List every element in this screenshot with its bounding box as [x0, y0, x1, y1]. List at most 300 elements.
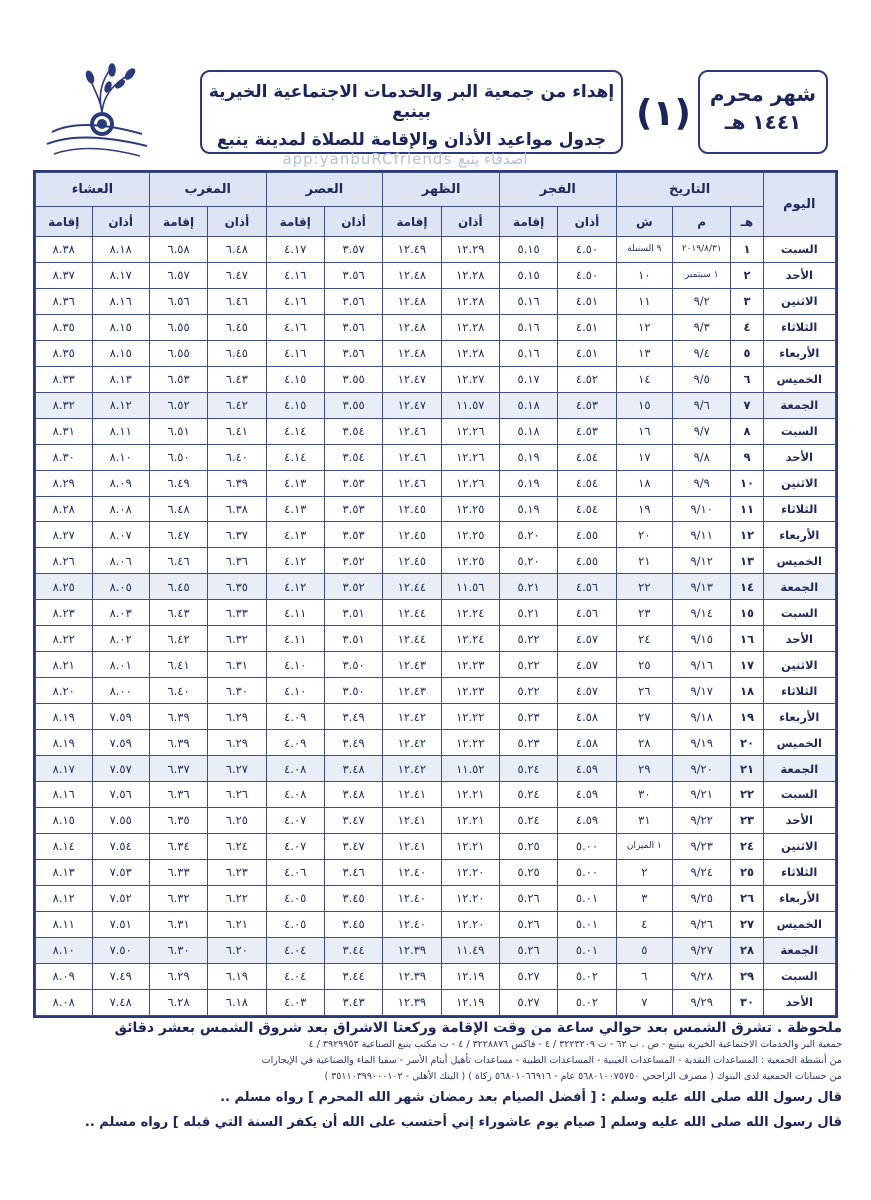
asr-azan-cell: ٣.٤٣	[324, 989, 382, 1015]
solar-date-cell: ١٩	[616, 496, 672, 522]
fajr-iqama-cell: ٥.٢٦	[499, 911, 557, 937]
asr-azan-cell: ٣.٥٦	[324, 314, 382, 340]
solar-date-cell: ١٦	[616, 418, 672, 444]
asr-iqama-cell: ٤.٠٨	[266, 756, 324, 782]
asr-azan-header: أذان	[324, 207, 382, 237]
maghrib-azan-header: أذان	[208, 207, 266, 237]
day-cell: الجمعة	[763, 392, 835, 418]
gregorian-date-cell: ٩/١٩	[673, 730, 731, 756]
isha-azan-cell: ٨.٠٥	[92, 574, 149, 600]
isha-iqama-header: إقامة	[36, 207, 93, 237]
day-cell: السبت	[763, 418, 835, 444]
fajr-iqama-cell: ٥.٢٧	[499, 963, 557, 989]
asr-azan-cell: ٣.٥٤	[324, 418, 382, 444]
fajr-iqama-cell: ٥.١٥	[499, 262, 557, 288]
maghrib-iqama-cell: ٦.٣٩	[149, 704, 207, 730]
asr-iqama-cell: ٤.٠٩	[266, 704, 324, 730]
solar-col-header: ش	[616, 207, 672, 237]
solar-date-cell: ٣١	[616, 807, 672, 833]
asr-iqama-cell: ٤.٠٤	[266, 937, 324, 963]
dhuhr-iqama-cell: ١٢.٤٨	[383, 314, 441, 340]
asr-iqama-cell: ٤.٠٦	[266, 859, 324, 885]
isha-iqama-cell: ٨.٣٥	[36, 340, 93, 366]
table-row	[36, 911, 836, 937]
hijri-date-cell: ٢٧	[731, 911, 763, 937]
gregorian-date-cell: ٢٠١٩/٨/٣١	[673, 237, 731, 263]
maghrib-azan-cell: ٦.٢٦	[208, 782, 266, 808]
dhuhr-iqama-cell: ١٢.٤٨	[383, 262, 441, 288]
fajr-azan-cell: ٥.٠١	[558, 885, 616, 911]
maghrib-iqama-cell: ٦.٤٠	[149, 678, 207, 704]
maghrib-azan-cell: ٦.٢٢	[208, 885, 266, 911]
day-cell: الأربعاء	[763, 340, 835, 366]
asr-azan-cell: ٣.٥٢	[324, 574, 382, 600]
gregorian-date-cell: ٩/٢٧	[673, 937, 731, 963]
hijri-date-cell: ١١	[731, 496, 763, 522]
table-row	[36, 678, 836, 704]
asr-azan-cell: ٣.٤٥	[324, 885, 382, 911]
asr-azan-cell: ٣.٥٥	[324, 392, 382, 418]
asr-azan-cell: ٣.٤٥	[324, 911, 382, 937]
dhuhr-azan-cell: ١٢.٢٨	[441, 262, 499, 288]
hijri-date-cell: ٢٢	[731, 782, 763, 808]
maghrib-iqama-cell: ٦.٤٢	[149, 626, 207, 652]
maghrib-iqama-cell: ٦.٣٣	[149, 859, 207, 885]
solar-date-cell: ٣٠	[616, 782, 672, 808]
solar-date-cell: ٢	[616, 859, 672, 885]
gregorian-date-cell: ٩/١٤	[673, 600, 731, 626]
asr-iqama-cell: ٤.١٦	[266, 314, 324, 340]
maghrib-azan-cell: ٦.٤٥	[208, 314, 266, 340]
contact-info: جمعية البر والخدمات الاجتماعية الخيرية بينبع - ص . ب ٦٢ - ت ٣٢٢٣٢٠٩ / ٤ - فاكس ٣٢٢٨٨٧٦ / ٤ - ت مكتب ينبع الصناعية ٣٩٢٩٩٥٣ / ٤	[308, 1039, 842, 1050]
asr-iqama-cell: ٤.١٣	[266, 522, 324, 548]
fajr-azan-cell: ٤.٥٦	[558, 600, 616, 626]
fajr-iqama-cell: ٥.١٦	[499, 340, 557, 366]
maghrib-azan-cell: ٦.٣١	[208, 652, 266, 678]
gregorian-date-cell: ٩/٢٢	[673, 807, 731, 833]
hijri-date-cell: ١٥	[731, 600, 763, 626]
isha-azan-header: أذان	[92, 207, 149, 237]
gregorian-date-cell: ٩/٩	[673, 470, 731, 496]
isha-iqama-cell: ٨.٣١	[36, 418, 93, 444]
fajr-azan-cell: ٤.٥٤	[558, 496, 616, 522]
maghrib-iqama-cell: ٦.٤٣	[149, 600, 207, 626]
isha-azan-cell: ٨.١٣	[92, 366, 149, 392]
dhuhr-iqama-cell: ١٢.٣٩	[383, 989, 441, 1015]
fajr-azan-cell: ٤.٥٧	[558, 652, 616, 678]
asr-iqama-cell: ٤.١٠	[266, 678, 324, 704]
fajr-azan-cell: ٥.٠٢	[558, 963, 616, 989]
maghrib-azan-cell: ٦.٣٢	[208, 626, 266, 652]
hijri-date-cell: ١٤	[731, 574, 763, 600]
maghrib-iqama-cell: ٦.٥٥	[149, 340, 207, 366]
fajr-iqama-cell: ٥.٢٦	[499, 885, 557, 911]
isha-iqama-cell: ٨.١٤	[36, 833, 93, 859]
maghrib-iqama-cell: ٦.٥١	[149, 418, 207, 444]
table-row	[36, 859, 836, 885]
gregorian-date-cell: ٩/٢	[673, 288, 731, 314]
fajr-iqama-cell: ٥.٢٢	[499, 678, 557, 704]
gregorian-date-cell: ٩/١٨	[673, 704, 731, 730]
isha-iqama-cell: ٨.١٦	[36, 782, 93, 808]
solar-date-cell: ٣	[616, 885, 672, 911]
asr-iqama-cell: ٤.١٦	[266, 340, 324, 366]
isha-iqama-cell: ٨.٣٦	[36, 288, 93, 314]
maghrib-azan-cell: ٦.٤٣	[208, 366, 266, 392]
asr-iqama-cell: ٤.١٣	[266, 496, 324, 522]
isha-azan-cell: ٧.٥٥	[92, 807, 149, 833]
solar-date-cell: ٧	[616, 989, 672, 1015]
day-cell: السبت	[763, 963, 835, 989]
gregorian-col-header: م	[673, 207, 731, 237]
hijri-date-cell: ٢٨	[731, 937, 763, 963]
dhuhr-azan-cell: ١٢.٢٨	[441, 288, 499, 314]
fajr-azan-cell: ٤.٥٢	[558, 366, 616, 392]
maghrib-iqama-cell: ٦.٤٥	[149, 574, 207, 600]
dhuhr-iqama-cell: ١٢.٤٢	[383, 756, 441, 782]
fajr-azan-header: أذان	[558, 207, 616, 237]
hijri-date-cell: ٩	[731, 444, 763, 470]
maghrib-iqama-cell: ٦.٤٦	[149, 548, 207, 574]
gregorian-date-cell: ٩/٢٥	[673, 885, 731, 911]
day-cell: السبت	[763, 782, 835, 808]
maghrib-azan-cell: ٦.٤٥	[208, 340, 266, 366]
gregorian-date-cell: ٩/٥	[673, 366, 731, 392]
dhuhr-azan-cell: ١٢.٢١	[441, 833, 499, 859]
isha-azan-cell: ٧.٥٩	[92, 730, 149, 756]
hijri-date-cell: ١٣	[731, 548, 763, 574]
hijri-date-cell: ٦	[731, 366, 763, 392]
isha-iqama-cell: ٨.١٩	[36, 704, 93, 730]
fajr-iqama-cell: ٥.٢٤	[499, 782, 557, 808]
dhuhr-iqama-cell: ١٢.٤١	[383, 807, 441, 833]
dhuhr-azan-cell: ١٢.٢٢	[441, 730, 499, 756]
dhuhr-azan-cell: ١٢.٢٥	[441, 496, 499, 522]
day-cell: الأربعاء	[763, 704, 835, 730]
dhuhr-azan-cell: ١٢.٢٧	[441, 366, 499, 392]
fajr-azan-cell: ٤.٥٥	[558, 548, 616, 574]
fajr-iqama-cell: ٥.٢٠	[499, 548, 557, 574]
day-cell: الأحد	[763, 989, 835, 1015]
maghrib-iqama-cell: ٦.٣٩	[149, 730, 207, 756]
isha-azan-cell: ٨.١٥	[92, 314, 149, 340]
maghrib-azan-cell: ٦.٣٩	[208, 470, 266, 496]
maghrib-azan-cell: ٦.٤٦	[208, 288, 266, 314]
gregorian-date-cell: ٩/٤	[673, 340, 731, 366]
isha-iqama-cell: ٨.١٣	[36, 859, 93, 885]
dhuhr-iqama-cell: ١٢.٤٩	[383, 237, 441, 263]
dhuhr-iqama-cell: ١٢.٤٠	[383, 885, 441, 911]
maghrib-azan-cell: ٦.١٨	[208, 989, 266, 1015]
isha-azan-cell: ٧.٥٣	[92, 859, 149, 885]
day-cell: الثلاثاء	[763, 678, 835, 704]
maghrib-azan-cell: ٦.٢٣	[208, 859, 266, 885]
hijri-date-cell: ٢٦	[731, 885, 763, 911]
asr-iqama-cell: ٤.٠٧	[266, 807, 324, 833]
dhuhr-iqama-cell: ١٢.٤٠	[383, 911, 441, 937]
maghrib-iqama-cell: ٦.٤٩	[149, 470, 207, 496]
title-line2: جدول مواعيد الأذان والإقامة للصلاة لمدينة ينبع	[216, 130, 607, 150]
day-cell: الاثنين	[763, 288, 835, 314]
fajr-azan-cell: ٤.٥١	[558, 314, 616, 340]
maghrib-azan-cell: ٦.٣٣	[208, 600, 266, 626]
hijri-date-cell: ٢٥	[731, 859, 763, 885]
isha-iqama-cell: ٨.٢٣	[36, 600, 93, 626]
asr-azan-cell: ٣.٤٨	[324, 782, 382, 808]
asr-iqama-cell: ٤.١٣	[266, 470, 324, 496]
table-row	[36, 548, 836, 574]
table-row	[36, 574, 836, 600]
fajr-azan-cell: ٥.٠٠	[558, 833, 616, 859]
fajr-azan-cell: ٤.٥٩	[558, 782, 616, 808]
dhuhr-azan-cell: ١٢.٢٢	[441, 704, 499, 730]
isha-azan-cell: ٨.٠٢	[92, 626, 149, 652]
day-cell: السبت	[763, 237, 835, 263]
fajr-iqama-cell: ٥.١٦	[499, 314, 557, 340]
dhuhr-iqama-cell: ١٢.٣٩	[383, 963, 441, 989]
maghrib-iqama-cell: ٦.٥٨	[149, 237, 207, 263]
dhuhr-azan-cell: ١١.٤٩	[441, 937, 499, 963]
table-row	[36, 807, 836, 833]
day-cell: الاثنين	[763, 470, 835, 496]
dhuhr-azan-cell: ١٢.٢٦	[441, 444, 499, 470]
fajr-iqama-cell: ٥.٢٣	[499, 704, 557, 730]
dhuhr-azan-cell: ١١.٥٢	[441, 756, 499, 782]
solar-date-cell: ٢٩	[616, 756, 672, 782]
activities-info: من أنشطة الجمعية : المساعدات النقدية - المساعدات العينية - المساعدات الطبية - مساعدات تأهيل أيتام الأسر - سقيا الماء والصناعية في الإيجارات	[261, 1055, 842, 1066]
dhuhr-azan-header: أذان	[441, 207, 499, 237]
dhuhr-iqama-cell: ١٢.٤٤	[383, 600, 441, 626]
maghrib-iqama-cell: ٦.٥٣	[149, 366, 207, 392]
dhuhr-iqama-cell: ١٢.٤٥	[383, 522, 441, 548]
table-row	[36, 963, 836, 989]
fajr-azan-cell: ٥.٠٢	[558, 989, 616, 1015]
asr-azan-cell: ٣.٥١	[324, 626, 382, 652]
fajr-iqama-cell: ٥.٢١	[499, 600, 557, 626]
asr-iqama-cell: ٤.١١	[266, 600, 324, 626]
month-box	[698, 70, 828, 154]
dhuhr-azan-cell: ١٢.٢٥	[441, 548, 499, 574]
isha-azan-cell: ٧.٥١	[92, 911, 149, 937]
fajr-iqama-cell: ٥.٢١	[499, 574, 557, 600]
hijri-date-cell: ٢٣	[731, 807, 763, 833]
isha-azan-cell: ٨.١٢	[92, 392, 149, 418]
footer	[30, 1020, 842, 1130]
table-row	[36, 885, 836, 911]
hijri-date-cell: ٢٤	[731, 833, 763, 859]
bank-accounts: من حسابات الجمعية لدى البنوك ( مصرف الراجحي ٥٦٨٠١٠٠٧٥٧٥٠ عام - ٥٦٨٠١٠٦٦٩١٦ زكاة ) ( البنك الأهلي - ٣٥١١٠٣٩٩٠٠٠١٠٢ )	[324, 1071, 842, 1082]
dhuhr-iqama-cell: ١٢.٤٦	[383, 444, 441, 470]
asr-azan-cell: ٣.٥٧	[324, 237, 382, 263]
solar-date-cell: ٤	[616, 911, 672, 937]
dhuhr-azan-cell: ١٢.٢٤	[441, 600, 499, 626]
isha-azan-cell: ٨.١٥	[92, 340, 149, 366]
table-row	[36, 366, 836, 392]
table-row	[36, 652, 836, 678]
dhuhr-iqama-cell: ١٢.٤١	[383, 782, 441, 808]
isha-iqama-cell: ٨.٣٥	[36, 314, 93, 340]
asr-azan-cell: ٣.٤٧	[324, 807, 382, 833]
asr-iqama-cell: ٤.١٥	[266, 366, 324, 392]
hijri-date-cell: ١٧	[731, 652, 763, 678]
maghrib-azan-cell: ٦.٢١	[208, 911, 266, 937]
maghrib-iqama-cell: ٦.٤٧	[149, 522, 207, 548]
day-cell: الخميس	[763, 911, 835, 937]
fajr-iqama-cell: ٥.١٥	[499, 237, 557, 263]
solar-date-cell: ١٨	[616, 470, 672, 496]
asr-iqama-cell: ٤.١٦	[266, 262, 324, 288]
day-cell: السبت	[763, 600, 835, 626]
asr-azan-cell: ٣.٥٣	[324, 470, 382, 496]
maghrib-azan-cell: ٦.٣٦	[208, 548, 266, 574]
fajr-header: الفجر	[499, 173, 616, 207]
day-cell: الثلاثاء	[763, 314, 835, 340]
maghrib-azan-cell: ٦.٢٠	[208, 937, 266, 963]
dhuhr-azan-cell: ١٢.٢٨	[441, 340, 499, 366]
dhuhr-azan-cell: ١٢.١٩	[441, 963, 499, 989]
asr-azan-cell: ٣.٥٤	[324, 444, 382, 470]
table-row	[36, 626, 836, 652]
solar-date-cell: ٢٤	[616, 626, 672, 652]
isha-azan-cell: ٨.٠٩	[92, 470, 149, 496]
date-header: التاريخ	[616, 173, 763, 207]
dhuhr-iqama-cell: ١٢.٤٣	[383, 678, 441, 704]
day-cell: الأحد	[763, 262, 835, 288]
fajr-azan-cell: ٤.٥٩	[558, 807, 616, 833]
dhuhr-azan-cell: ١١.٥٦	[441, 574, 499, 600]
isha-iqama-cell: ٨.٠٨	[36, 989, 93, 1015]
dhuhr-iqama-cell: ١٢.٤٥	[383, 548, 441, 574]
isha-iqama-cell: ٨.٢١	[36, 652, 93, 678]
prayer-times-table	[33, 170, 838, 1018]
maghrib-azan-cell: ٦.٣٧	[208, 522, 266, 548]
fajr-iqama-cell: ٥.٢٢	[499, 652, 557, 678]
table-row	[36, 756, 836, 782]
hijri-date-cell: ١٠	[731, 470, 763, 496]
hijri-date-cell: ٤	[731, 314, 763, 340]
fajr-iqama-cell: ٥.٢٤	[499, 807, 557, 833]
dhuhr-iqama-cell: ١٢.٤٦	[383, 418, 441, 444]
solar-date-cell: ١٣	[616, 340, 672, 366]
asr-azan-cell: ٣.٥٣	[324, 496, 382, 522]
asr-iqama-cell: ٤.١٧	[266, 237, 324, 263]
hijri-date-cell: ١٦	[731, 626, 763, 652]
schedule-number: (١)	[636, 93, 691, 134]
dhuhr-iqama-cell: ١٢.٤٧	[383, 392, 441, 418]
maghrib-iqama-cell: ٦.٢٩	[149, 963, 207, 989]
dhuhr-iqama-cell: ١٢.٤٨	[383, 340, 441, 366]
table-row	[36, 704, 836, 730]
hijri-date-cell: ٥	[731, 340, 763, 366]
day-cell: الخميس	[763, 730, 835, 756]
day-cell: الاثنين	[763, 833, 835, 859]
month-name: شهر محرم	[709, 82, 817, 106]
fajr-azan-cell: ٤.٥٤	[558, 444, 616, 470]
day-cell: الخميس	[763, 366, 835, 392]
solar-date-cell: ٢٥	[616, 652, 672, 678]
table-row	[36, 833, 836, 859]
table-row	[36, 937, 836, 963]
dhuhr-azan-cell: ١٢.٢٠	[441, 885, 499, 911]
maghrib-iqama-cell: ٦.٣٦	[149, 782, 207, 808]
hijri-date-cell: ٣٠	[731, 989, 763, 1015]
maghrib-azan-cell: ٦.٤٠	[208, 444, 266, 470]
maghrib-azan-cell: ٦.٤٢	[208, 392, 266, 418]
fajr-iqama-cell: ٥.٢٥	[499, 833, 557, 859]
asr-azan-cell: ٣.٤٤	[324, 963, 382, 989]
dhuhr-iqama-cell: ١٢.٤٠	[383, 859, 441, 885]
gregorian-date-cell: ٩/١٦	[673, 652, 731, 678]
dhuhr-azan-cell: ١٢.٢٦	[441, 418, 499, 444]
day-cell: الجمعة	[763, 937, 835, 963]
maghrib-azan-cell: ٦.١٩	[208, 963, 266, 989]
solar-date-cell: ٢٣	[616, 600, 672, 626]
isha-azan-cell: ٨.١١	[92, 418, 149, 444]
fajr-iqama-header: إقامة	[499, 207, 557, 237]
maghrib-azan-cell: ٦.٤١	[208, 418, 266, 444]
asr-azan-cell: ٣.٤٩	[324, 730, 382, 756]
fajr-azan-cell: ٤.٥٩	[558, 756, 616, 782]
hadith-2: قال رسول الله صلى الله عليه وسلم [ صيام يوم عاشوراء إني أحتسب على الله أن يكفر السنة التي قبله ] رواه مسلم ..	[84, 1115, 842, 1130]
dhuhr-iqama-header: إقامة	[383, 207, 441, 237]
asr-azan-cell: ٣.٤٦	[324, 859, 382, 885]
asr-iqama-header: إقامة	[266, 207, 324, 237]
asr-iqama-cell: ٤.١٠	[266, 652, 324, 678]
fajr-iqama-cell: ٥.٢٢	[499, 626, 557, 652]
maghrib-iqama-cell: ٦.٣٠	[149, 937, 207, 963]
table-row	[36, 600, 836, 626]
isha-iqama-cell: ٨.٠٩	[36, 963, 93, 989]
solar-date-cell: ٢٨	[616, 730, 672, 756]
asr-iqama-cell: ٤.١٢	[266, 574, 324, 600]
solar-date-cell: ١٠	[616, 262, 672, 288]
isha-azan-cell: ٧.٤٩	[92, 963, 149, 989]
maghrib-iqama-cell: ٦.٥٦	[149, 288, 207, 314]
gregorian-date-cell: ٩/١٥	[673, 626, 731, 652]
fajr-iqama-cell: ٥.٢٧	[499, 989, 557, 1015]
isha-iqama-cell: ٨.١١	[36, 911, 93, 937]
day-cell: الأربعاء	[763, 522, 835, 548]
fajr-iqama-cell: ٥.١٦	[499, 288, 557, 314]
maghrib-iqama-cell: ٦.٥٢	[149, 392, 207, 418]
dhuhr-iqama-cell: ١٢.٤٤	[383, 626, 441, 652]
gregorian-date-cell: ١ سبتمبر	[673, 262, 731, 288]
asr-iqama-cell: ٤.٠٨	[266, 782, 324, 808]
table-row	[36, 444, 836, 470]
isha-iqama-cell: ٨.٢٥	[36, 574, 93, 600]
maghrib-azan-cell: ٦.٣٠	[208, 678, 266, 704]
isha-iqama-cell: ٨.٣٢	[36, 392, 93, 418]
isha-azan-cell: ٨.٠٧	[92, 522, 149, 548]
solar-date-cell: ١ الميزان	[616, 833, 672, 859]
isha-azan-cell: ٨.٠٦	[92, 548, 149, 574]
gregorian-date-cell: ٩/١٠	[673, 496, 731, 522]
asr-azan-cell: ٣.٥٦	[324, 288, 382, 314]
fajr-azan-cell: ٤.٥١	[558, 288, 616, 314]
hijri-date-cell: ٢٠	[731, 730, 763, 756]
dhuhr-azan-cell: ١٢.٢٥	[441, 522, 499, 548]
day-cell: الخميس	[763, 548, 835, 574]
gregorian-date-cell: ٩/٢٣	[673, 833, 731, 859]
isha-azan-cell: ٨.١٨	[92, 237, 149, 263]
title-box	[200, 70, 623, 154]
asr-iqama-cell: ٤.٠٥	[266, 911, 324, 937]
fajr-iqama-cell: ٥.١٩	[499, 496, 557, 522]
fajr-azan-cell: ٤.٥٠	[558, 237, 616, 263]
hijri-date-cell: ٢١	[731, 756, 763, 782]
gregorian-date-cell: ٩/٢٠	[673, 756, 731, 782]
maghrib-iqama-header: إقامة	[149, 207, 207, 237]
